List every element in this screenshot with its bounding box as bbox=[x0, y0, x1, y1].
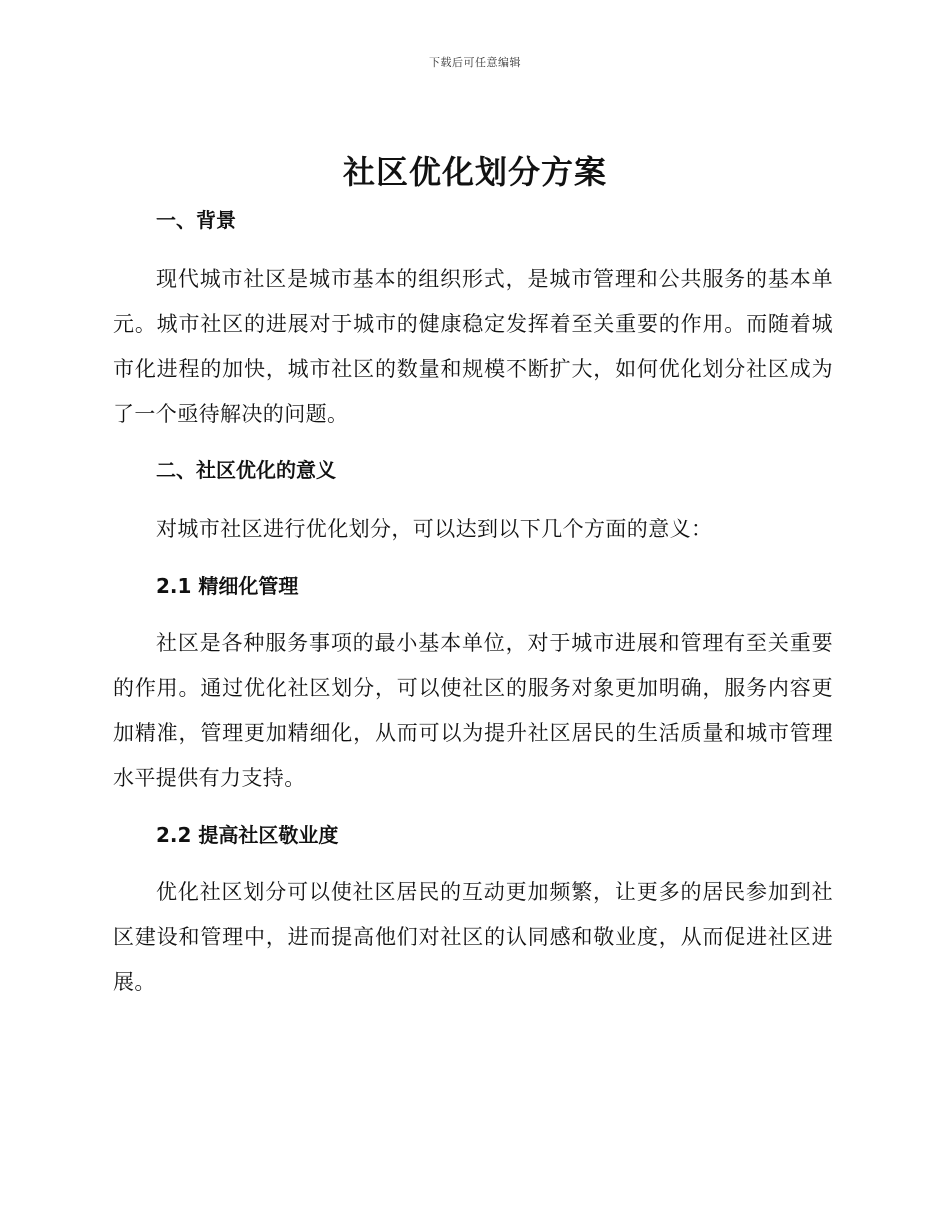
document-title: 社区优化划分方案 bbox=[342, 153, 607, 191]
paragraph-significance-intro: 对城市社区进行优化划分，可以达到以下几个方面的意义： bbox=[156, 517, 713, 541]
section-heading-significance: 二、社区优化的意义 bbox=[156, 458, 336, 482]
section-heading-background: 一、背景 bbox=[156, 208, 236, 232]
paragraph-fine-management: 社区是各种服务事项的最小基本单位，对于城市进展和管理有至关重要的作用。通过优化社区划分，可以使社区的服务对象更加明确，服务内容更加精准，管理更加精细化，从而可以为提升社区居民的生活质量和城市管理水平提供有力支持。 bbox=[113, 631, 833, 790]
subsection-heading-community-engagement: 2.2 提高社区敬业度 bbox=[156, 823, 339, 847]
paragraph-community-engagement: 优化社区划分可以使社区居民的互动更加频繁，让更多的居民参加到社区建设和管理中，进而提高他们对社区的认同感和敬业度，从而促进社区进展。 bbox=[113, 880, 833, 994]
paragraph-background: 现代城市社区是城市基本的组织形式，是城市管理和公共服务的基本单元。城市社区的进展对于城市的健康稳定发挥着至关重要的作用。而随着城市化进程的加快，城市社区的数量和规模不断扩大，如何优化划分社区成为了一个亟待解决的问题。 bbox=[113, 267, 833, 426]
subsection-heading-fine-management: 2.1 精细化管理 bbox=[156, 574, 299, 598]
page-header-note: 下载后可任意编辑 bbox=[429, 56, 521, 69]
